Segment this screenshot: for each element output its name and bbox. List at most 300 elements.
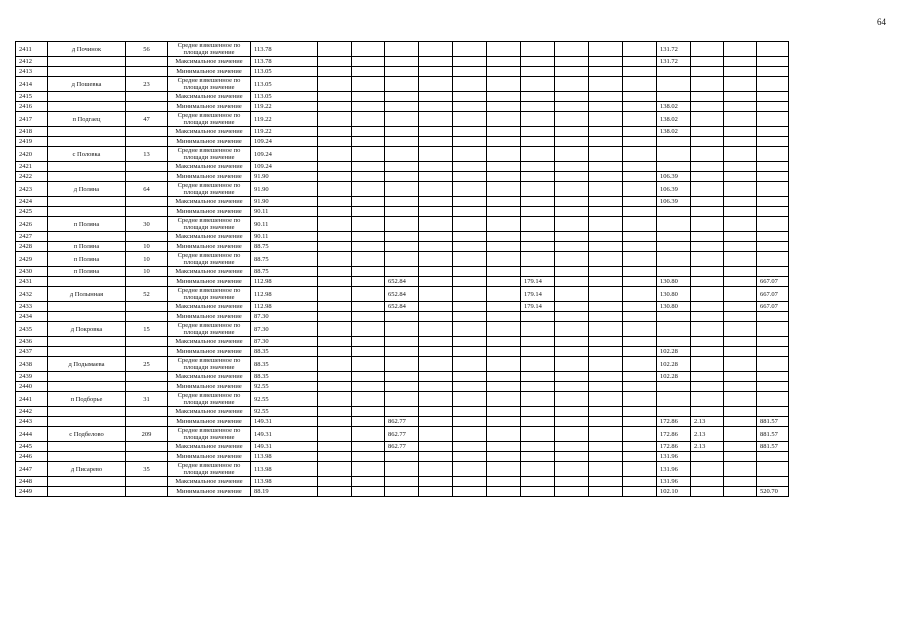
empty-cell	[589, 182, 623, 197]
value-cell	[691, 487, 724, 497]
empty-cell	[589, 372, 623, 382]
empty-cell	[724, 172, 757, 182]
value-cell: 2.13	[691, 442, 724, 452]
value-cell	[385, 147, 419, 162]
value-cell	[757, 217, 789, 232]
count-cell	[126, 232, 168, 242]
value-cell	[691, 197, 724, 207]
settlement-cell: д Подымаева	[48, 357, 126, 372]
count-cell	[126, 197, 168, 207]
empty-cell	[352, 172, 385, 182]
empty-cell	[724, 357, 757, 372]
empty-cell	[589, 302, 623, 312]
value-cell	[453, 242, 487, 252]
count-cell: 13	[126, 147, 168, 162]
value-cell	[385, 267, 419, 277]
empty-cell	[724, 217, 757, 232]
table-row	[16, 127, 789, 137]
stat-type-cell: Максимальное значение	[168, 407, 251, 417]
value-cell	[453, 172, 487, 182]
stat-type-cell: Минимальное значение	[168, 382, 251, 392]
value-cell	[555, 217, 589, 232]
count-cell: 64	[126, 182, 168, 197]
empty-cell	[352, 137, 385, 147]
empty-cell	[623, 102, 657, 112]
value-cell: 88.75	[251, 242, 318, 252]
table-row	[16, 102, 789, 112]
stat-type-cell: Средне взвешенное по площади значение	[168, 322, 251, 337]
value-cell: 119.22	[251, 102, 318, 112]
value-cell: 92.55	[251, 407, 318, 417]
value-cell: 88.75	[251, 252, 318, 267]
value-cell	[691, 172, 724, 182]
empty-cell	[724, 442, 757, 452]
value-cell	[385, 322, 419, 337]
empty-cell	[589, 57, 623, 67]
value-cell	[555, 67, 589, 77]
row-id-cell: 2446	[16, 452, 48, 462]
value-cell: 862.77	[385, 427, 419, 442]
value-cell	[453, 417, 487, 427]
value-cell: 881.57	[757, 442, 789, 452]
table-row	[16, 137, 789, 147]
value-cell	[555, 407, 589, 417]
value-cell	[318, 77, 352, 92]
value-cell	[691, 137, 724, 147]
value-cell	[419, 207, 453, 217]
value-cell: 179.14	[521, 302, 555, 312]
empty-cell	[352, 417, 385, 427]
value-cell	[757, 207, 789, 217]
value-cell: 102.28	[657, 347, 691, 357]
value-cell	[419, 182, 453, 197]
empty-cell	[589, 162, 623, 172]
value-cell	[757, 322, 789, 337]
empty-cell	[724, 337, 757, 347]
value-cell: 179.14	[521, 277, 555, 287]
value-cell	[521, 182, 555, 197]
value-cell: 92.55	[251, 392, 318, 407]
value-cell	[318, 112, 352, 127]
stat-type-cell: Средне взвешенное по площади значение	[168, 462, 251, 477]
value-cell	[487, 137, 521, 147]
empty-cell	[724, 232, 757, 242]
stat-type-cell: Минимальное значение	[168, 137, 251, 147]
value-cell: 91.90	[251, 182, 318, 197]
value-cell: 172.86	[657, 442, 691, 452]
value-cell	[385, 452, 419, 462]
value-cell: 112.98	[251, 277, 318, 287]
value-cell	[487, 322, 521, 337]
value-cell	[385, 57, 419, 67]
value-cell: 90.11	[251, 207, 318, 217]
value-cell	[555, 277, 589, 287]
value-cell: 130.80	[657, 287, 691, 302]
value-cell	[419, 162, 453, 172]
value-cell	[521, 452, 555, 462]
value-cell: 113.78	[251, 57, 318, 67]
value-cell	[691, 322, 724, 337]
empty-cell	[724, 277, 757, 287]
row-id-cell: 2444	[16, 427, 48, 442]
value-cell	[757, 102, 789, 112]
value-cell: 112.98	[251, 287, 318, 302]
value-cell	[318, 57, 352, 67]
value-cell	[657, 337, 691, 347]
stat-type-cell: Средне взвешенное по площади значение	[168, 427, 251, 442]
empty-cell	[623, 487, 657, 497]
value-cell	[657, 147, 691, 162]
stat-type-cell: Максимальное значение	[168, 477, 251, 487]
value-cell	[318, 357, 352, 372]
row-id-cell: 2439	[16, 372, 48, 382]
value-cell: 90.11	[251, 232, 318, 242]
empty-cell	[724, 287, 757, 302]
value-cell: 652.84	[385, 277, 419, 287]
value-cell	[757, 147, 789, 162]
value-cell	[521, 407, 555, 417]
value-cell	[691, 92, 724, 102]
row-id-cell: 2417	[16, 112, 48, 127]
value-cell	[385, 207, 419, 217]
value-cell	[555, 252, 589, 267]
value-cell	[487, 42, 521, 57]
count-cell	[126, 137, 168, 147]
stat-type-cell: Минимальное значение	[168, 417, 251, 427]
value-cell: 113.05	[251, 77, 318, 92]
value-cell: 87.30	[251, 337, 318, 347]
value-cell: 667.07	[757, 287, 789, 302]
value-cell	[757, 372, 789, 382]
empty-cell	[724, 127, 757, 137]
empty-cell	[589, 242, 623, 252]
value-cell	[385, 162, 419, 172]
empty-cell	[724, 182, 757, 197]
value-cell	[555, 242, 589, 252]
empty-cell	[352, 452, 385, 462]
value-cell	[318, 407, 352, 417]
table-row	[16, 322, 789, 337]
empty-cell	[589, 232, 623, 242]
empty-cell	[623, 57, 657, 67]
empty-cell	[589, 207, 623, 217]
value-cell	[419, 252, 453, 267]
value-cell	[521, 42, 555, 57]
value-cell	[318, 462, 352, 477]
empty-cell	[589, 267, 623, 277]
value-cell: 149.31	[251, 427, 318, 442]
value-cell: 172.86	[657, 417, 691, 427]
stat-type-cell: Минимальное значение	[168, 67, 251, 77]
value-cell	[419, 417, 453, 427]
empty-cell	[352, 42, 385, 57]
count-cell	[126, 477, 168, 487]
value-cell	[657, 217, 691, 232]
empty-cell	[623, 302, 657, 312]
empty-cell	[352, 102, 385, 112]
value-cell	[657, 162, 691, 172]
empty-cell	[623, 357, 657, 372]
empty-cell	[623, 442, 657, 452]
value-cell	[385, 487, 419, 497]
empty-cell	[352, 112, 385, 127]
settlement-cell	[48, 67, 126, 77]
table-row	[16, 172, 789, 182]
empty-cell	[623, 172, 657, 182]
empty-cell	[724, 267, 757, 277]
value-cell	[453, 347, 487, 357]
row-id-cell: 2433	[16, 302, 48, 312]
value-cell: 2.13	[691, 427, 724, 442]
table-row	[16, 217, 789, 232]
value-cell	[521, 147, 555, 162]
empty-cell	[623, 217, 657, 232]
value-cell	[385, 477, 419, 487]
stat-type-cell: Максимальное значение	[168, 197, 251, 207]
settlement-cell: д Пошевка	[48, 77, 126, 92]
count-cell	[126, 102, 168, 112]
table-body	[16, 42, 789, 497]
value-cell	[657, 137, 691, 147]
value-cell	[691, 452, 724, 462]
stat-type-cell: Средне взвешенное по площади значение	[168, 392, 251, 407]
value-cell	[487, 372, 521, 382]
empty-cell	[724, 137, 757, 147]
value-cell	[385, 462, 419, 477]
empty-cell	[724, 407, 757, 417]
settlement-cell: п Поляна	[48, 252, 126, 267]
empty-cell	[724, 92, 757, 102]
value-cell: 91.90	[251, 197, 318, 207]
empty-cell	[352, 302, 385, 312]
value-cell	[318, 392, 352, 407]
count-cell: 25	[126, 357, 168, 372]
empty-cell	[352, 162, 385, 172]
value-cell	[555, 312, 589, 322]
row-id-cell: 2448	[16, 477, 48, 487]
empty-cell	[623, 137, 657, 147]
value-cell	[555, 42, 589, 57]
empty-cell	[623, 392, 657, 407]
value-cell	[555, 442, 589, 452]
value-cell	[521, 57, 555, 67]
value-cell	[318, 477, 352, 487]
value-cell	[318, 172, 352, 182]
row-id-cell: 2437	[16, 347, 48, 357]
value-cell	[419, 42, 453, 57]
value-cell	[691, 217, 724, 232]
stat-type-cell: Максимальное значение	[168, 372, 251, 382]
value-cell: 149.31	[251, 442, 318, 452]
value-cell	[487, 182, 521, 197]
value-cell: 87.30	[251, 322, 318, 337]
empty-cell	[623, 67, 657, 77]
value-cell	[453, 462, 487, 477]
count-cell	[126, 162, 168, 172]
table-row	[16, 347, 789, 357]
value-cell	[691, 242, 724, 252]
table-row	[16, 427, 789, 442]
count-cell: 56	[126, 42, 168, 57]
value-cell	[385, 372, 419, 382]
settlement-cell	[48, 57, 126, 67]
empty-cell	[724, 67, 757, 77]
value-cell	[757, 382, 789, 392]
empty-cell	[352, 182, 385, 197]
value-cell: 88.75	[251, 267, 318, 277]
empty-cell	[352, 127, 385, 137]
empty-cell	[724, 392, 757, 407]
value-cell: 130.80	[657, 277, 691, 287]
empty-cell	[352, 92, 385, 102]
table-row	[16, 57, 789, 67]
value-cell: 113.05	[251, 67, 318, 77]
table-row	[16, 382, 789, 392]
row-id-cell: 2413	[16, 67, 48, 77]
value-cell	[521, 322, 555, 337]
value-cell: 119.22	[251, 127, 318, 137]
value-cell: 149.31	[251, 417, 318, 427]
table-row	[16, 487, 789, 497]
empty-cell	[724, 487, 757, 497]
value-cell	[318, 347, 352, 357]
value-cell	[419, 287, 453, 302]
value-cell	[318, 217, 352, 232]
empty-cell	[352, 372, 385, 382]
value-cell: 130.80	[657, 302, 691, 312]
data-table	[15, 41, 789, 497]
value-cell	[555, 382, 589, 392]
empty-cell	[724, 347, 757, 357]
stat-type-cell: Максимальное значение	[168, 162, 251, 172]
empty-cell	[724, 197, 757, 207]
value-cell	[318, 287, 352, 302]
value-cell	[453, 217, 487, 232]
value-cell	[318, 197, 352, 207]
settlement-cell	[48, 407, 126, 417]
value-cell	[691, 372, 724, 382]
value-cell: 106.39	[657, 182, 691, 197]
value-cell	[487, 127, 521, 137]
value-cell	[419, 487, 453, 497]
value-cell	[757, 137, 789, 147]
value-cell: 862.77	[385, 442, 419, 452]
empty-cell	[589, 392, 623, 407]
table-row	[16, 147, 789, 162]
value-cell	[757, 462, 789, 477]
value-cell	[318, 137, 352, 147]
value-cell	[318, 372, 352, 382]
empty-cell	[589, 417, 623, 427]
settlement-cell	[48, 207, 126, 217]
empty-cell	[352, 267, 385, 277]
empty-cell	[724, 162, 757, 172]
table-row	[16, 452, 789, 462]
value-cell	[487, 347, 521, 357]
value-cell	[318, 442, 352, 452]
empty-cell	[623, 162, 657, 172]
value-cell	[555, 357, 589, 372]
row-id-cell: 2422	[16, 172, 48, 182]
value-cell	[419, 172, 453, 182]
row-id-cell: 2441	[16, 392, 48, 407]
value-cell: 113.98	[251, 462, 318, 477]
table-row	[16, 42, 789, 57]
value-cell	[691, 277, 724, 287]
value-cell	[757, 477, 789, 487]
empty-cell	[589, 477, 623, 487]
settlement-cell	[48, 232, 126, 242]
table-row	[16, 252, 789, 267]
value-cell	[487, 427, 521, 442]
value-cell	[453, 182, 487, 197]
settlement-cell: д Починок	[48, 42, 126, 57]
value-cell: 109.24	[251, 137, 318, 147]
value-cell	[453, 302, 487, 312]
empty-cell	[724, 252, 757, 267]
value-cell	[385, 172, 419, 182]
value-cell	[691, 287, 724, 302]
value-cell	[521, 477, 555, 487]
empty-cell	[352, 442, 385, 452]
empty-cell	[589, 127, 623, 137]
empty-cell	[352, 337, 385, 347]
value-cell	[385, 197, 419, 207]
settlement-cell: п Поляна	[48, 217, 126, 232]
value-cell	[419, 217, 453, 232]
empty-cell	[623, 147, 657, 162]
empty-cell	[352, 207, 385, 217]
value-cell	[419, 67, 453, 77]
value-cell: 138.02	[657, 102, 691, 112]
value-cell	[453, 42, 487, 57]
value-cell	[521, 172, 555, 182]
empty-cell	[352, 392, 385, 407]
table-row	[16, 242, 789, 252]
value-cell	[555, 137, 589, 147]
value-cell	[385, 407, 419, 417]
count-cell	[126, 347, 168, 357]
row-id-cell: 2427	[16, 232, 48, 242]
value-cell: 667.07	[757, 302, 789, 312]
value-cell: 131.96	[657, 452, 691, 462]
value-cell	[555, 232, 589, 242]
value-cell	[453, 147, 487, 162]
value-cell	[385, 347, 419, 357]
value-cell: 520.70	[757, 487, 789, 497]
value-cell	[657, 392, 691, 407]
value-cell	[318, 267, 352, 277]
value-cell	[691, 357, 724, 372]
value-cell	[385, 382, 419, 392]
empty-cell	[724, 452, 757, 462]
count-cell	[126, 92, 168, 102]
value-cell	[453, 382, 487, 392]
value-cell	[318, 67, 352, 77]
empty-cell	[352, 487, 385, 497]
value-cell	[555, 172, 589, 182]
value-cell: 102.28	[657, 357, 691, 372]
empty-cell	[589, 92, 623, 102]
table-row	[16, 112, 789, 127]
value-cell	[453, 92, 487, 102]
value-cell	[521, 67, 555, 77]
settlement-cell: п Подгаец	[48, 112, 126, 127]
empty-cell	[589, 287, 623, 302]
empty-cell	[589, 322, 623, 337]
value-cell	[691, 347, 724, 357]
stat-type-cell: Средне взвешенное по площади значение	[168, 287, 251, 302]
